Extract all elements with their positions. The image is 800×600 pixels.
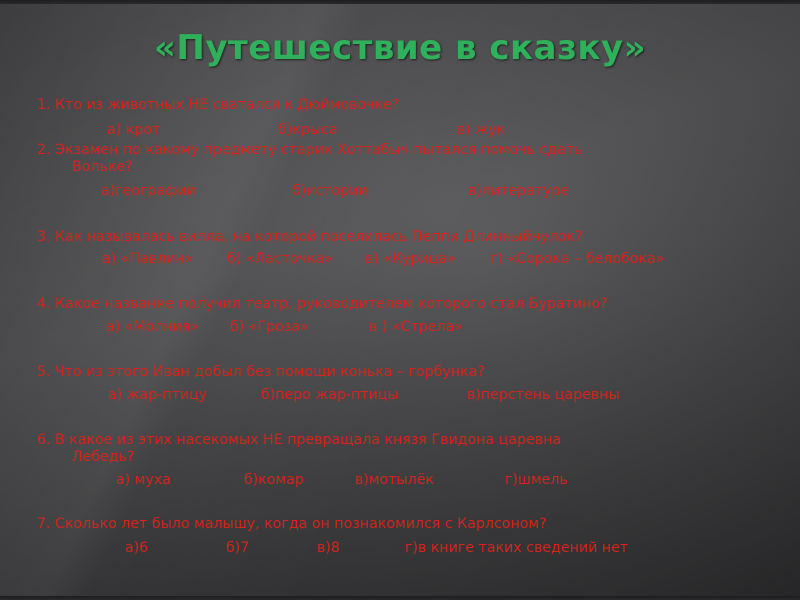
- question-2-line1: 2. Экзамен по какому предмету старик Хоттабыч пытался помочь сдать: [37, 142, 583, 158]
- question-3: 3. Как называлась вилла, на которой поселилась Пеппи Длинныйчулок?: [37, 229, 583, 245]
- question-2-line2: Вольке?: [72, 159, 133, 175]
- question-6-line1: 6. В какое из этих насекомых НЕ превращала князя Гвидона царевна: [37, 432, 562, 448]
- option-4c: в ) «Стрела»: [369, 319, 463, 335]
- question-2: [37, 142, 777, 176]
- option-3b: б) «Ласточка»: [227, 251, 333, 267]
- option-2b: б)истории: [292, 183, 368, 199]
- option-1c: в) жук: [457, 122, 506, 138]
- options-5: [0, 387, 800, 407]
- bottom-bar: [0, 596, 800, 600]
- options-1: [0, 122, 800, 142]
- option-6a: а) муха: [116, 472, 171, 488]
- option-7a: а)6: [125, 540, 149, 556]
- options-2: [0, 183, 800, 203]
- option-6c: в)мотылёк: [355, 472, 435, 488]
- option-2a: а)географии: [101, 183, 196, 199]
- options-6: [0, 472, 800, 492]
- options-4: [0, 319, 800, 339]
- options-3: [0, 251, 800, 271]
- question-1: 1. Кто из животных НЕ сватался к Дюймовочке?: [37, 97, 400, 113]
- option-3c: в) «Курица»: [365, 251, 456, 267]
- option-2c: в)литературе: [468, 183, 570, 199]
- option-5c: в)перстень царевны: [467, 387, 620, 403]
- option-5a: а) жар-птицу: [108, 387, 208, 403]
- option-6d: г)шмель: [505, 472, 568, 488]
- option-4a: а) «Молния»: [106, 319, 200, 335]
- slide-title: «Путешествие в сказку»: [153, 28, 647, 68]
- top-bar: [0, 0, 800, 4]
- question-5: 5. Что из этого Иван добыл без помощи конька – горбунка?: [37, 364, 485, 380]
- question-6-line2: Лебедь?: [72, 449, 135, 465]
- option-3d: г) «Сорока – белобока»: [490, 251, 665, 267]
- option-7d: г)в книге таких сведений нет: [405, 540, 629, 556]
- question-7: 7. Сколько лет было малышу, когда он познакомился с Карлсоном?: [37, 516, 547, 532]
- option-3a: а) «Павлин»: [102, 251, 194, 267]
- option-4b: б) «Гроза»: [230, 319, 309, 335]
- options-7: [0, 540, 800, 560]
- option-5b: б)перо жар-птицы: [261, 387, 399, 403]
- option-6b: б)комар: [244, 472, 304, 488]
- question-4: 4. Какое название получил театр, руководителем которого стал Буратино?: [37, 296, 608, 312]
- option-1b: б)крыса: [278, 122, 338, 138]
- option-7c: в)8: [317, 540, 340, 556]
- option-1a: а) крот: [107, 122, 161, 138]
- option-7b: б)7: [226, 540, 250, 556]
- question-6: [37, 432, 777, 466]
